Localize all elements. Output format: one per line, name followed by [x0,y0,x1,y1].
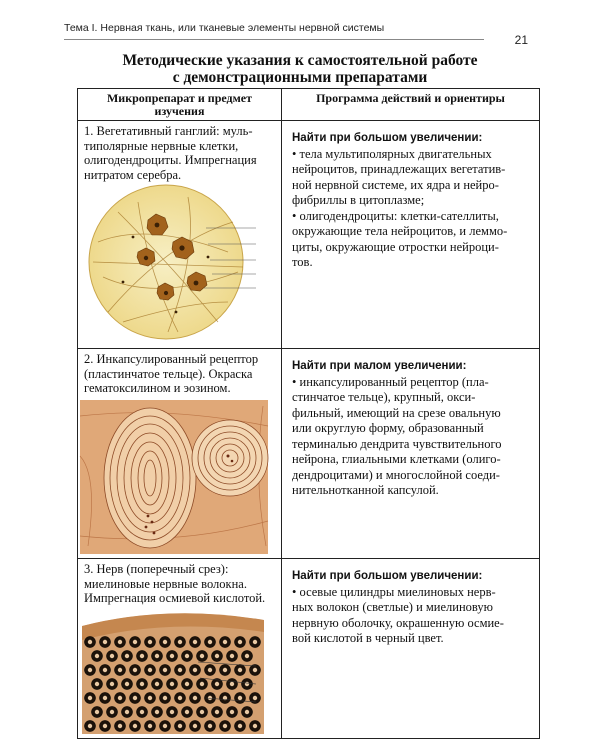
specimen-text: 2. Инкапсулированный рецептор [84,352,259,366]
axon-core [110,681,114,685]
axon-core [200,709,204,713]
ganglion-micrograph [78,182,268,347]
axon-core [148,695,152,699]
find-label: Найти при большом увеличении: [292,132,483,144]
axon-core [178,667,182,671]
program-line: • тела мультиполярных двигательных [292,146,492,161]
program-cell [282,559,540,739]
program-cell [282,349,540,559]
axon-core [133,723,137,727]
axon-core [125,681,129,685]
axon-core [148,667,152,671]
receptor-micrograph [78,396,273,558]
axon-core [245,709,249,713]
axon-core [155,653,159,657]
specimen-text: 3. Нерв (поперечный срез): [84,562,229,576]
specimen-text: (пластинчатое тельце). Окраска [84,366,253,381]
program-line: ной нервной системе, их ядра и нейро- [292,177,499,192]
axon-core [238,639,242,643]
axon-core [103,723,107,727]
specimen-cell [78,349,282,559]
axon-core [140,709,144,713]
axon-core [193,667,197,671]
specimen-cell [78,121,282,349]
find-label: Найти при малом увеличении: [292,360,467,372]
axon-core [163,639,167,643]
specimen-table [77,88,540,739]
specimen-text: гематоксилином и эозином. [84,381,231,395]
program-line: дендроцитами) и многослойной соеди- [292,467,500,482]
program-line: стинчатое тельце), крупный, окси- [292,390,476,404]
axon-core [253,639,257,643]
table-row [78,121,540,349]
specimen-text: Импрегнация осмиевой кислотой. [84,591,266,605]
axon-core [230,709,234,713]
table-header-row [78,89,540,121]
axon-core [238,667,242,671]
axon-core [88,695,92,699]
table-row [78,559,540,739]
axon-core [178,639,182,643]
axon-core [140,681,144,685]
axon-core [253,723,257,727]
axon-core [148,639,152,643]
program-line: или округлую форму, образованный [292,421,484,435]
specimen-text: типолярные нервные клетки, [84,138,239,153]
axon-core [148,723,152,727]
axon-core [133,695,137,699]
axon-core [133,667,137,671]
axon-core [170,653,174,657]
axon-core [88,667,92,671]
col1-header: Микропрепарат и предмет изучения [78,89,282,121]
program-line: тов. [292,255,313,269]
find-label: Найти при большом увеличении: [292,570,483,582]
axon-core [118,639,122,643]
program-line: терминалью дендрита чувствительного [292,436,502,451]
axon-core [178,723,182,727]
title-line-2: с демонстрационными препаратами [172,69,428,86]
axon-core [200,681,204,685]
axon-core [163,695,167,699]
axon-core [95,653,99,657]
specimen-text: олигодендроциты. Импрегнация [84,153,257,167]
axon-core [178,695,182,699]
axon-core [110,653,114,657]
axon-core [230,681,234,685]
axon-core [95,709,99,713]
page-number: 21 [514,33,528,47]
program-line: окружающие тела нейроцитов, и леммо- [292,224,508,238]
axon-core [125,653,129,657]
axon-core [215,681,219,685]
axon-core [140,653,144,657]
axon-core [208,723,212,727]
axon-core [253,667,257,671]
axon-core [118,695,122,699]
axon-core [193,723,197,727]
axon-core [110,709,114,713]
axon-core [155,681,159,685]
axon-core [215,653,219,657]
axon-core [185,681,189,685]
axon-core [245,653,249,657]
axon-core [88,723,92,727]
axon-core [163,723,167,727]
axon-core [223,639,227,643]
specimen-text: нитратом серебра. [84,167,182,182]
axon-core [238,723,242,727]
axon-core [230,653,234,657]
axon-core [223,723,227,727]
program-line: ных волокон (светлые) и миелиновую [292,600,493,614]
axon-core [118,723,122,727]
axon-core [103,667,107,671]
program-line: вой кислотой в черный цвет. [292,631,444,645]
program-line: нервную оболочку, окрашенную осмие- [292,615,504,630]
axon-core [185,709,189,713]
program-line: • инкапсулированный рецептор (пла- [292,374,489,389]
program-line: циты, окружающие отростки нейроци- [292,239,499,254]
axon-core [163,667,167,671]
axon-core [223,667,227,671]
nerve-micrograph [78,606,273,734]
axon-core [103,639,107,643]
axon-core [170,709,174,713]
axon-core [245,681,249,685]
axon-core [133,639,137,643]
program-line: фильный, имеющий на срезе овальную [292,405,501,420]
specimen-cell [78,559,282,739]
axon-core [118,667,122,671]
axon-core [200,653,204,657]
program-cell [282,121,540,349]
axon-core [88,639,92,643]
axon-core [193,639,197,643]
program-line: нейрона, глиальными клетками (олиго- [292,452,501,466]
program-line: фибриллы в цитоплазме; [292,193,425,207]
axon-core [103,695,107,699]
axon-core [155,709,159,713]
running-header: Тема I. Нервная ткань, или тканевые элементы нервной системы [64,22,385,34]
page-title [80,52,520,86]
axon-core [208,639,212,643]
axon-core [95,681,99,685]
table-row [78,349,540,559]
program-line: нейроцитов, принадлежащих вегетатив- [292,162,506,176]
col2-header: Программа действий и ориентиры [282,89,540,121]
program-line: • олигодендроциты: клетки-сателлиты, [292,208,499,223]
axon-core [215,709,219,713]
program-line: • осевые цилиндры миелиновых нерв- [292,584,496,599]
axon-core [238,695,242,699]
axon-core [208,667,212,671]
axon-core [193,695,197,699]
axon-core [253,695,257,699]
title-line-1: Методические указания к самостоятельной работе [122,52,478,69]
axon-core [185,653,189,657]
specimen-text: 1. Вегетативный ганглий: муль- [84,124,253,138]
axon-core [170,681,174,685]
axon-core [125,709,129,713]
specimen-text: миелиновые нервные волокна. [84,576,247,591]
header-rule [64,39,484,40]
program-line: нительнотканной капсулой. [292,483,439,497]
